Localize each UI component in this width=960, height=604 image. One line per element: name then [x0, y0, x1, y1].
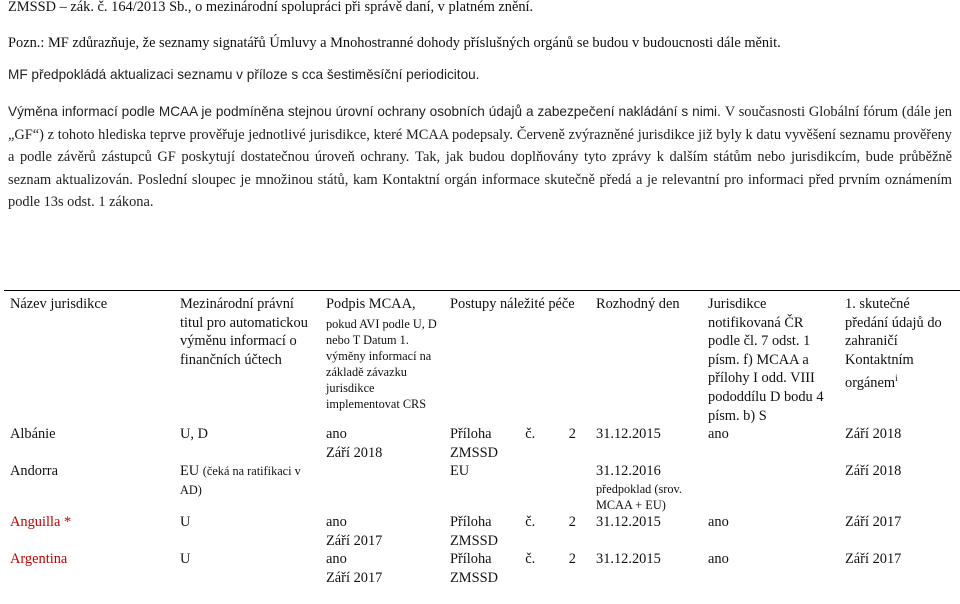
first-transfer-date: Září 2017	[845, 513, 902, 530]
cell-legal-title	[174, 550, 320, 587]
cell-jurisdiction	[4, 550, 174, 587]
table-row	[4, 513, 960, 550]
table-header-row	[4, 291, 960, 426]
cell-first-transfer	[839, 425, 960, 462]
diligence-no: č.	[525, 551, 536, 568]
jurisdiction-name: Argentina	[10, 551, 68, 568]
cell-legal-title	[174, 425, 320, 462]
cell-first-transfer	[839, 550, 960, 587]
diligence-number: 2	[568, 551, 576, 568]
diligence-no: č.	[525, 426, 536, 443]
cell-first-transfer	[839, 513, 960, 550]
header-first-transfer-footnote: i	[895, 373, 898, 384]
cell-legal-title	[174, 462, 320, 513]
cell-due-diligence	[444, 462, 590, 513]
paragraph-part-4: Tak, jak budou doplňovány tyto zprávy k dalším státům nebo jurisdikcím, bude průběžně seznam aktualizován.	[8, 149, 952, 188]
notified-value: ano	[708, 551, 729, 568]
cell-mcaa	[320, 550, 444, 587]
legal-title-note: (čeká na ratifikaci v AD)	[180, 464, 301, 497]
diligence-law: ZMSSD	[450, 569, 498, 586]
cutoff-date: 31.12.2015	[596, 426, 661, 443]
mcaa-exchange-date: Září 2017	[326, 569, 383, 586]
cell-first-transfer	[839, 462, 960, 513]
jurisdiction-name: Anguilla *	[10, 513, 72, 530]
cell-mcaa	[320, 425, 444, 462]
mcaa-signed: ano	[326, 513, 347, 530]
paragraph-part-3: Červeně zvýrazněné jurisdikce již byly k datu vyvěšení seznamu prověřeny a podle závěrů zástupců GF poskytují dostatečnou úroveň ochrany.	[8, 126, 952, 165]
legal-title: EU	[180, 463, 200, 480]
diligence-no: č.	[525, 513, 536, 530]
document-header: ZMSSD – zák. č. 164/2013 Sb., o mezinárodní spolupráci při správě daní, v platném znění.	[8, 0, 534, 15]
header-cutoff-date: Rozhodný den	[590, 291, 702, 426]
diligence-law: ZMSSD	[450, 444, 498, 461]
header-legal-title: Mezinárodní právní titul pro automatickou výměnu informací o finančních účtech	[174, 291, 320, 426]
mcaa-signed: ano	[326, 426, 347, 443]
first-transfer-date: Září 2017	[845, 551, 902, 568]
mcaa-exchange-date: Září 2018	[326, 444, 383, 461]
cell-notified	[702, 425, 839, 462]
diligence-annex: EU	[450, 463, 470, 480]
cell-cutoff-date	[590, 462, 702, 513]
diligence-number: 2	[568, 513, 576, 530]
cell-due-diligence	[444, 425, 590, 462]
cell-cutoff-date	[590, 425, 702, 462]
cutoff-date: 31.12.2016	[596, 463, 661, 480]
cell-jurisdiction	[4, 462, 174, 513]
jurisdiction-name: Andorra	[10, 463, 58, 480]
note-signatories: Pozn.: MF zdůrazňuje, že seznamy signatářů Úmluvy a Mnohostranné dohody příslušných orgánů se budou v budoucnosti dále měnit.	[8, 35, 781, 51]
cell-cutoff-date	[590, 550, 702, 587]
diligence-number: 2	[568, 426, 576, 443]
jurisdictions-table	[4, 290, 960, 587]
legal-title: U	[180, 551, 191, 568]
note-periodicity: MF předpokládá aktualizaci seznamu v příloze s cca šestiměsíční periodicitou.	[8, 67, 480, 82]
cutoff-date: 31.12.2015	[596, 551, 661, 568]
cutoff-date: 31.12.2015	[596, 513, 661, 530]
cell-notified	[702, 550, 839, 587]
cell-mcaa	[320, 513, 444, 550]
diligence-law: ZMSSD	[450, 532, 498, 549]
notified-value: ano	[708, 513, 729, 530]
header-first-transfer-text: 1. skutečné předání údajů do zahraničí Kontaktním orgánem	[845, 296, 942, 392]
paragraph-part-2: V současnosti Globální fórum (dále jen „GF“) z tohoto hlediska teprve prověřuje jednotlivé jurisdikce, které MCAA podepsaly.	[8, 104, 953, 143]
mcaa-signed: ano	[326, 551, 347, 568]
header-first-transfer	[839, 291, 960, 426]
notified-value: ano	[708, 426, 729, 443]
header-due-diligence: Postupy náležité péče	[444, 291, 590, 426]
paragraph-part-5: Poslední sloupec je množinou států, kam Kontaktní orgán informace skutečně předá a je relevantní pro informaci před prvním oznámením podle 13s odst. 1 zákona.	[8, 171, 952, 210]
table-row	[4, 550, 960, 587]
cell-due-diligence	[444, 550, 590, 587]
header-mcaa-detail: pokud AVI podle U, D nebo T Datum 1. výměny informací na základě závazku jurisdikce implementovat CRS	[326, 316, 437, 411]
jurisdiction-name: Albánie	[10, 426, 56, 443]
header-mcaa-signature	[320, 291, 444, 426]
cell-jurisdiction	[4, 425, 174, 462]
table-row	[4, 462, 960, 513]
cell-legal-title	[174, 513, 320, 550]
first-transfer-date: Září 2018	[845, 426, 902, 443]
cell-notified	[702, 513, 839, 550]
header-notified-jurisdiction: Jurisdikce notifikovaná ČR podle čl. 7 odst. 1 písm. f) MCAA a přílohy I odd. VIII pododdílu D bodu 4 písm. b) S	[702, 291, 839, 426]
cell-jurisdiction	[4, 513, 174, 550]
legal-title: U	[180, 513, 191, 530]
header-mcaa-main: Podpis MCAA,	[326, 296, 416, 312]
cell-cutoff-date	[590, 513, 702, 550]
cell-notified	[702, 462, 839, 513]
table-row	[4, 425, 960, 462]
mcaa-exchange-date: Září 2017	[326, 532, 383, 549]
cell-mcaa	[320, 462, 444, 513]
legal-title: U, D	[180, 426, 208, 443]
header-jurisdiction-name: Název jurisdikce	[4, 291, 174, 426]
diligence-annex: Příloha	[450, 551, 492, 568]
diligence-annex: Příloha	[450, 426, 492, 443]
diligence-annex: Příloha	[450, 513, 492, 530]
cell-due-diligence	[444, 513, 590, 550]
cutoff-date-note: předpoklad (srov. MCAA + EU)	[596, 481, 682, 512]
paragraph-part-1: Výměna informací podle MCAA je podmíněna stejnou úrovní ochrany osobních údajů a zabezpečení nakládání s nimi.	[8, 104, 721, 119]
first-transfer-date: Září 2018	[845, 463, 902, 480]
explanatory-paragraph	[8, 101, 952, 214]
